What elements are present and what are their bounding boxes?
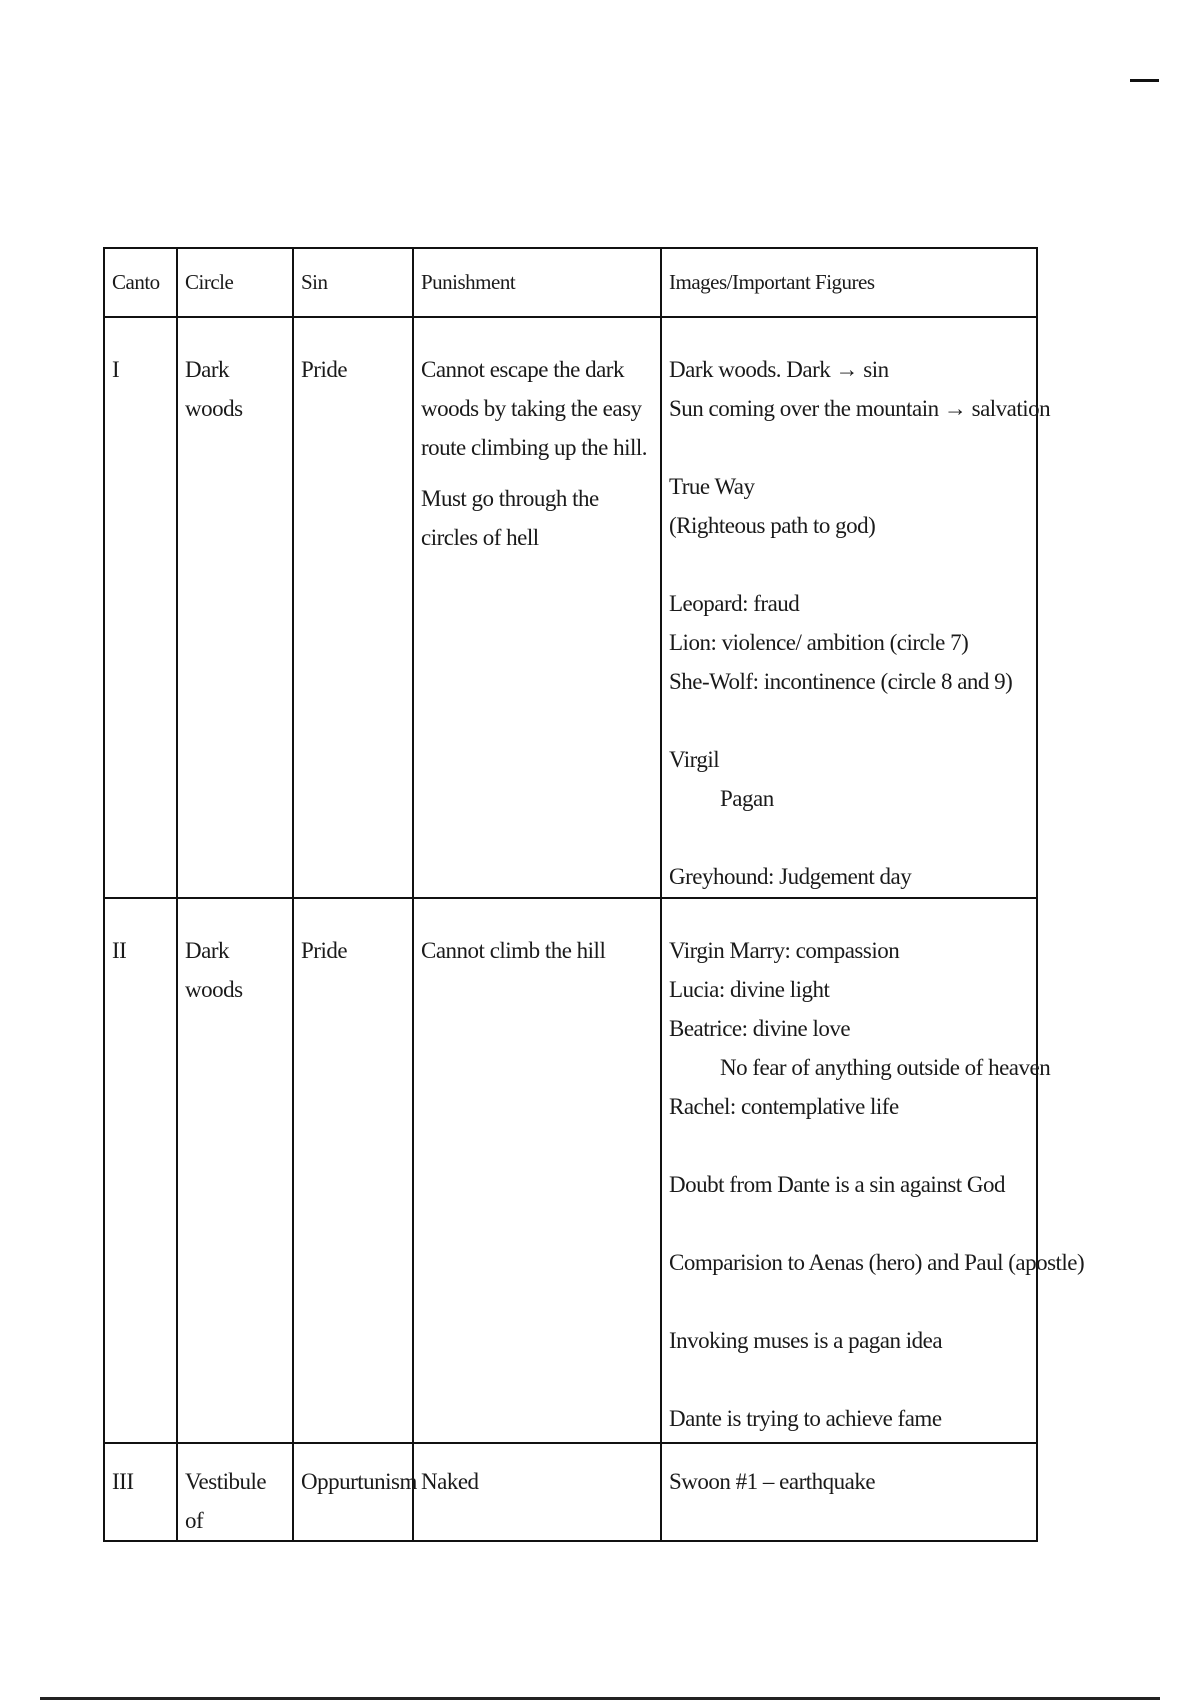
punishment-cell: Cannot climb the hill: [413, 898, 661, 1443]
image-note: Virgil: [669, 747, 720, 772]
header-punishment: Punishment: [413, 248, 661, 317]
images-cell: [661, 898, 1085, 1443]
image-note: Dark woods. Dark → sin: [669, 357, 889, 382]
image-note: No fear of anything outside of heaven: [720, 1055, 1051, 1080]
canto-cell: I: [104, 317, 177, 898]
canto-cell: III: [104, 1443, 177, 1541]
header-canto: Canto: [104, 248, 177, 317]
image-note: Greyhound: Judgement day: [669, 864, 912, 889]
circle-cell: Dark woods: [177, 317, 293, 898]
circle-cell: Vestibule of: [177, 1443, 293, 1541]
image-note: Virgin Marry: compassion: [669, 938, 900, 963]
sin-cell: Oppurtunism: [293, 1443, 413, 1541]
punishment-cell: Naked: [413, 1443, 661, 1541]
image-note: Invoking muses is a pagan idea: [669, 1328, 943, 1353]
image-note: Comparision to Aenas (hero) and Paul (apostle): [669, 1250, 1085, 1275]
sin-cell: Pride: [293, 317, 413, 898]
image-note: Lucia: divine light: [669, 977, 830, 1002]
image-note: True Way: [669, 474, 755, 499]
punishment-text: Cannot escape the dark woods by taking the easy route climbing up the hill.: [421, 357, 648, 460]
table-row: [104, 317, 1037, 898]
header-images: Images/Important Figures: [661, 248, 1037, 317]
image-note: She-Wolf: incontinence (circle 8 and 9): [669, 669, 1013, 694]
image-note: Lion: violence/ ambition (circle 7): [669, 630, 969, 655]
image-note: Doubt from Dante is a sin against God: [669, 1172, 1006, 1197]
header-row: [104, 248, 1037, 317]
circle-cell: Dark woods: [177, 898, 293, 1443]
punishment-cell: [413, 317, 661, 898]
table-row: [104, 898, 1037, 1443]
image-note: Dante is trying to achieve fame: [669, 1406, 942, 1431]
image-note: Sun coming over the mountain → salvation: [669, 396, 1051, 421]
page-top-dash: [1130, 79, 1159, 82]
canto-notes-table: [103, 247, 1085, 1542]
images-cell: [661, 317, 1051, 898]
image-note: Pagan: [720, 786, 774, 811]
image-note: (Righteous path to god): [669, 513, 876, 538]
image-note: Beatrice: divine love: [669, 1016, 851, 1041]
image-note: Leopard: fraud: [669, 591, 800, 616]
punishment-text: Must go through the circles of hell: [421, 486, 599, 550]
images-cell: Swoon #1 – earthquake: [661, 1443, 1037, 1541]
image-note: Rachel: contemplative life: [669, 1094, 899, 1119]
header-sin: Sin: [293, 248, 413, 317]
sin-cell: Pride: [293, 898, 413, 1443]
canto-cell: II: [104, 898, 177, 1443]
table-row: [104, 1443, 1037, 1541]
header-circle: Circle: [177, 248, 293, 317]
